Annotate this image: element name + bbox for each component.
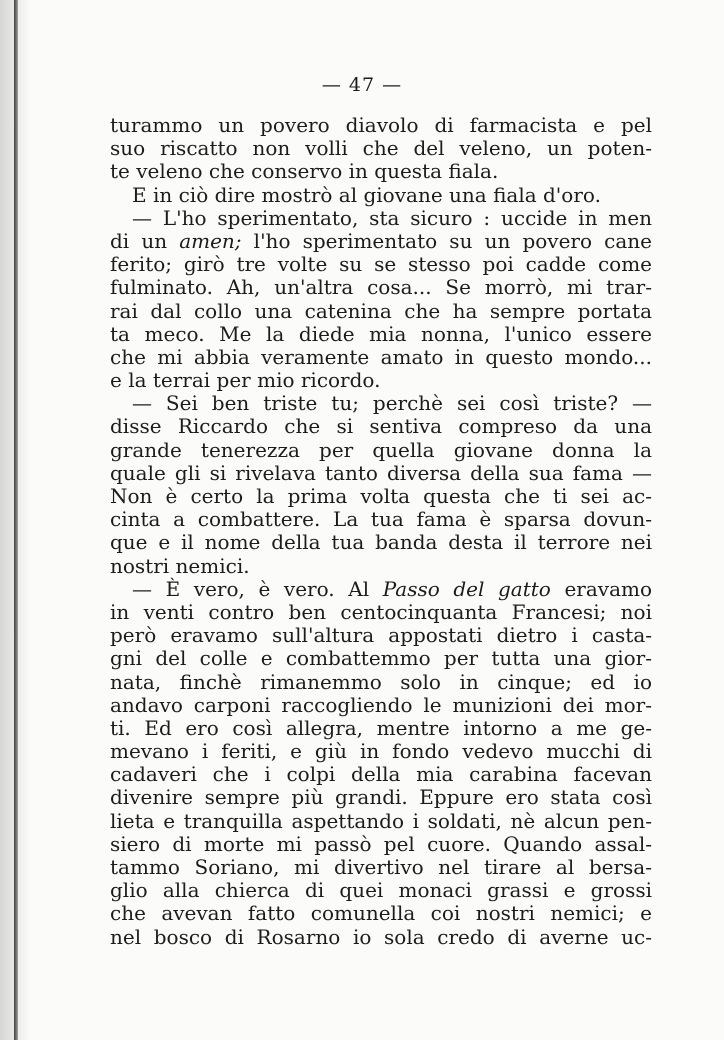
text-line <box>110 578 652 601</box>
text-line: Non è certo la prima volta questa che ti sei ac- <box>110 484 652 508</box>
text-line: gni del colle e combattemmo per tutta una gior- <box>110 646 652 671</box>
text-line <box>110 230 652 253</box>
text-line: — Sei ben triste tu; perchè sei così triste? — <box>132 391 652 416</box>
text-line: siero di morte mi passò pel cuore. Quando assal- <box>110 831 652 856</box>
text-line: glio alla chierca di quei monaci grassi e grossi <box>110 878 652 903</box>
italic-phrase: Passo del gatto <box>382 576 551 601</box>
text-line: cadaveri che i colpi della mia carabina facevan <box>110 762 652 787</box>
text-line: che mi abbia veramente amato in questo mondo... <box>110 344 652 369</box>
text-line: lieta e tranquilla aspettando i soldati, nè alcun pen- <box>110 808 652 833</box>
text-run: eravamo <box>550 576 653 601</box>
text-line: disse Riccardo che si sentiva compreso da una <box>110 414 652 439</box>
text-line: tammo Soriano, mi divertivo nel tirare al bersa- <box>110 855 652 879</box>
italic-phrase: amen; <box>179 228 242 253</box>
body-text <box>110 114 652 949</box>
text-run: di un <box>110 228 180 253</box>
text-line: grande tenerezza per quella giovane donna la <box>110 437 652 462</box>
text-line: suo riscatto non volli che del veleno, un poten- <box>110 136 652 161</box>
text-line: ti. Ed ero così allegra, mentre intorno a me ge- <box>110 715 652 740</box>
text-line: rai dal collo una catenina che ha sempre portata <box>110 298 652 323</box>
text-run: — È vero, è vero. Al <box>132 576 383 601</box>
page-number: — 47 — <box>321 74 403 96</box>
text-line: E in ciò dire mostrò al giovane una fiala d'oro. <box>132 182 601 207</box>
text-line: ferito; girò tre volte su se stesso poi cadde come <box>110 252 652 277</box>
text-line: mevano i feriti, e giù in fondo vedevo mucchi di <box>110 739 652 764</box>
text-line: nostri nemici. <box>110 553 250 578</box>
text-line: nel bosco di Rosarno io sola credo di averne uc- <box>110 924 652 949</box>
text-line: ta meco. Me la diede mia nonna, l'unico essere <box>110 321 652 346</box>
text-line: che avevan fatto comunella coi nostri nemici; e <box>110 901 652 926</box>
text-line: cinta a combattere. La tua fama è sparsa dovun- <box>110 507 652 532</box>
text-line: turammo un povero diavolo di farmacista e pel <box>110 113 652 137</box>
text-line: que e il nome della tua banda desta il terrore nei <box>110 530 652 555</box>
text-line: quale gli si rivelava tanto diversa della sua fama — <box>110 460 652 485</box>
text-line: fulminato. Ah, un'altra cosa... Se morrò, mi trar- <box>110 275 652 300</box>
text-line: te veleno che conservo in questa fiala. <box>110 159 499 184</box>
text-run: l'ho sperimentato su un povero cane <box>241 228 652 253</box>
text-line: in venti contro ben centocinquanta Francesi; noi <box>110 599 652 624</box>
text-line: andavo carponi raccogliendo le munizioni dei mor- <box>110 692 652 717</box>
text-line: divenire sempre più grandi. Eppure ero stata così <box>110 785 652 810</box>
text-line: — L'ho sperimentato, sta sicuro : uccide in men <box>132 205 652 230</box>
text-line: e la terrai per mio ricordo. <box>110 368 381 393</box>
text-line: però eravamo sull'altura appostati dietro i casta- <box>110 623 652 648</box>
page-binding-edge <box>14 0 18 1040</box>
text-line: nata, finchè rimanemmo solo in cinque; ed io <box>110 669 652 694</box>
